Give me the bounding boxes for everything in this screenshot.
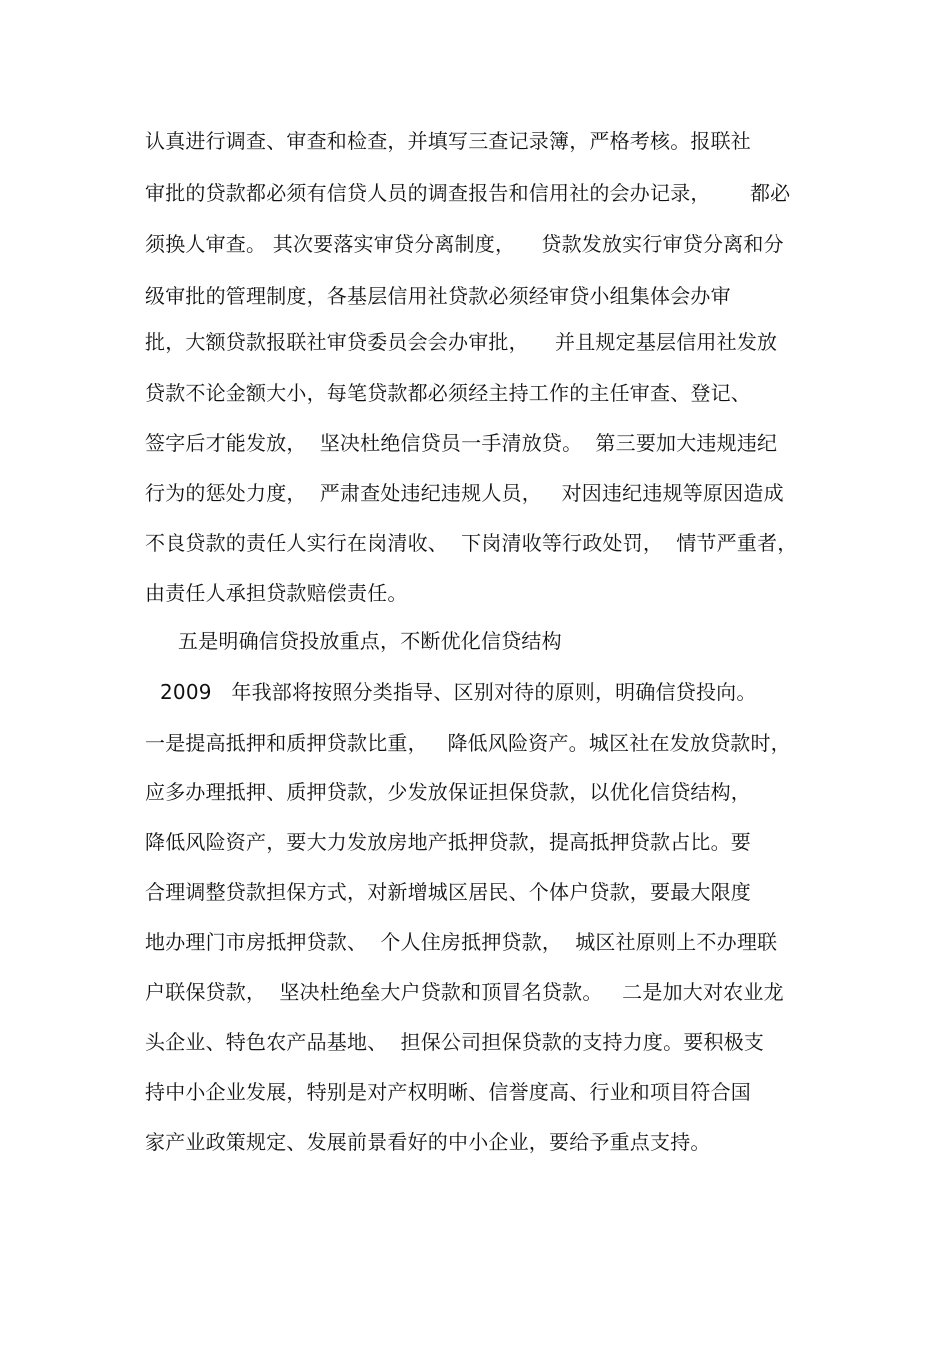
body-text-line: 由责任人承担贷款赔偿责任。 — [145, 581, 408, 605]
body-text-line: 审批的贷款都必须有信贷人员的调查报告和信用社的会办记录， 都必 — [145, 181, 791, 205]
body-text-line: 一是提高抵押和质押贷款比重， 降低风险资产。城区社在发放贷款时， — [145, 731, 791, 755]
section-heading: 五是明确信贷投放重点，不断优化信贷结构 — [178, 629, 562, 653]
body-text-line: 批，大额贷款报联社审贷委员会会办审批， 并且规定基层信用社发放 — [145, 330, 778, 354]
body-text-line: 认真进行调查、审查和检查，并填写三查记录簿，严格考核。报联社 — [145, 129, 751, 153]
body-text-line: 地办理门市房抵押贷款、 个人住房抵押贷款， 城区社原则上不办理联 — [145, 930, 778, 954]
body-text-line: 合理调整贷款担保方式，对新增城区居民、个体户贷款，要最大限度 — [145, 880, 751, 904]
body-text-line: 家产业政策规定、发展前景看好的中小企业，要给予重点支持。 — [145, 1130, 711, 1154]
body-text-line: 头企业、特色农产品基地、 担保公司担保贷款的支持力度。要积极支 — [145, 1030, 765, 1054]
body-text-line: 不良贷款的责任人实行在岗清收、 下岗清收等行政处罚， 情节严重者， — [145, 531, 798, 555]
body-text-line: 2009 年我部将按照分类指导、区别对待的原则，明确信贷投向。 — [160, 680, 757, 704]
body-text-line: 贷款不论金额大小，每笔贷款都必须经主持工作的主任审查、登记、 — [145, 381, 751, 405]
body-text-line: 持中小企业发展，特别是对产权明晰、信誉度高、行业和项目符合国 — [145, 1080, 751, 1104]
body-text-line: 须换人审查。 其次要落实审贷分离制度， 贷款发放实行审贷分离和分 — [145, 232, 784, 256]
body-text-line: 应多办理抵押、质押贷款，少发放保证担保贷款，以优化信贷结构， — [145, 780, 751, 804]
body-text-line: 行为的惩处力度， 严肃查处违纪违规人员， 对因违纪违规等原因造成 — [145, 481, 784, 505]
body-text-line: 签字后才能发放， 坚决杜绝信贷员一手清放贷。 第三要加大违规违纪 — [145, 431, 778, 455]
body-text-line: 降低风险资产，要大力发放房地产抵押贷款，提高抵押贷款占比。要 — [145, 830, 751, 854]
body-text-line: 级审批的管理制度，各基层信用社贷款必须经审贷小组集体会办审 — [145, 284, 731, 308]
body-text-line: 户联保贷款， 坚决杜绝垒大户贷款和顶冒名贷款。 二是加大对农业龙 — [145, 980, 784, 1004]
